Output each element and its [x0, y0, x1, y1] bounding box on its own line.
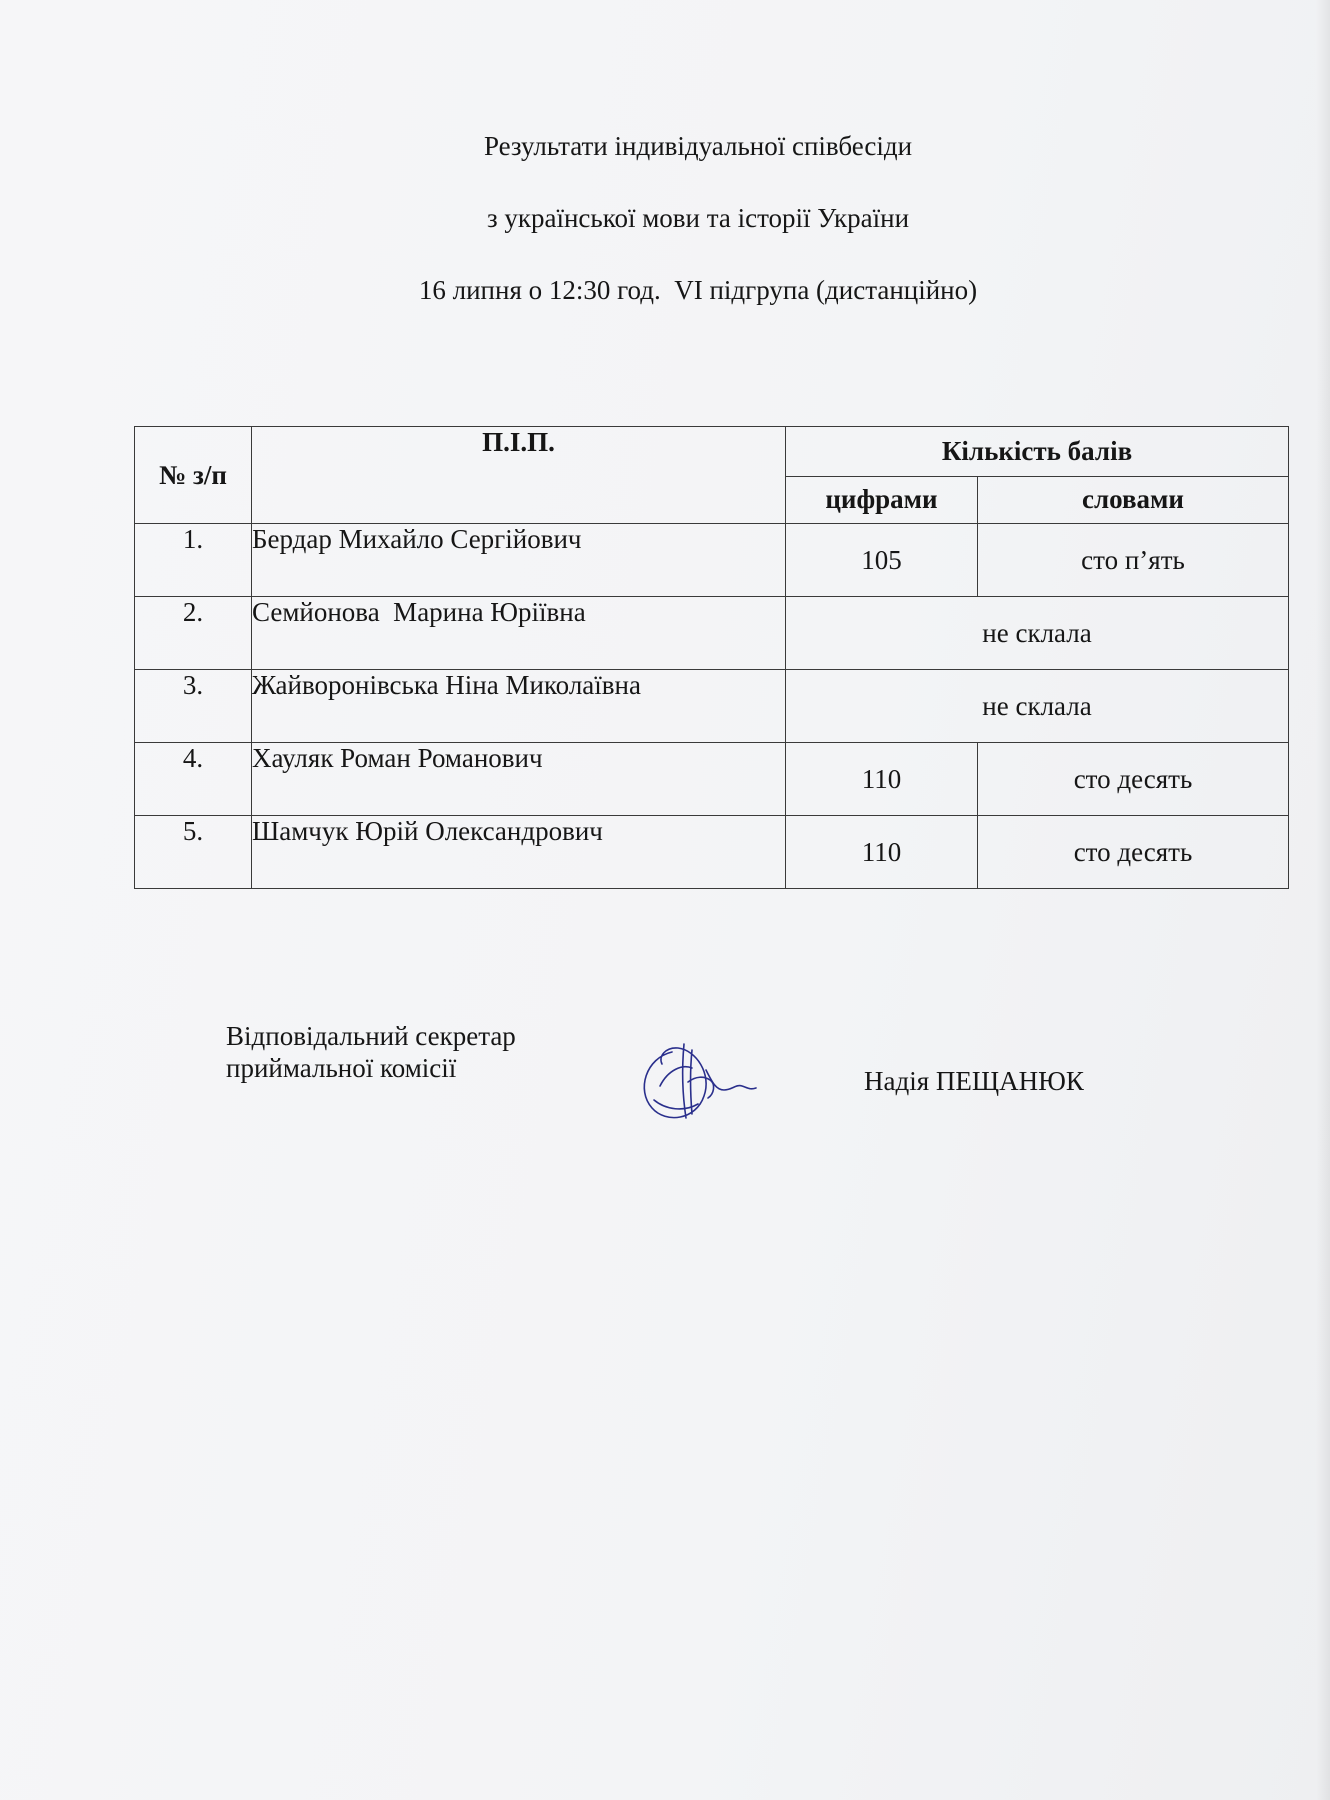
row-number: 4. — [135, 743, 252, 816]
handwritten-signature — [632, 1030, 762, 1130]
table-row — [135, 743, 1289, 816]
row-number: 3. — [135, 670, 252, 743]
row-name: Семйонова Марина Юріївна — [252, 597, 786, 670]
signatory-role-line-2: приймальної комісії — [226, 1053, 457, 1083]
header-words: словами — [978, 476, 1289, 524]
title-line-3: 16 липня о 12:30 год. VI підгрупа (дистанційно) — [418, 275, 978, 305]
results-table — [134, 426, 1289, 889]
row-name: Жайворонівська Ніна Миколаївна — [252, 670, 786, 743]
row-score-digits: 110 — [786, 816, 978, 889]
table-row — [135, 597, 1289, 670]
header-name: П.І.П. — [252, 427, 786, 524]
row-number: 1. — [135, 524, 252, 597]
signatory-role-line-1: Відповідальний секретар — [226, 1021, 516, 1051]
row-score-digits: 105 — [786, 524, 978, 597]
row-result: не склала — [786, 670, 1289, 743]
header-digits: цифрами — [786, 476, 978, 524]
row-score-words: сто десять — [978, 816, 1289, 889]
row-result: не склала — [786, 597, 1289, 670]
header-number: № з/п — [135, 427, 252, 524]
table-row — [135, 816, 1289, 889]
row-score-words: сто п’ять — [978, 524, 1289, 597]
row-score-digits: 110 — [786, 743, 978, 816]
signatory-role — [226, 1020, 516, 1084]
row-number: 2. — [135, 597, 252, 670]
title-line-2: з української мови та історії України — [486, 203, 910, 233]
title-line-1: Результати індивідуальної співбесіди — [483, 131, 913, 161]
row-score-words: сто десять — [978, 743, 1289, 816]
document-title — [0, 128, 1330, 308]
table-row — [135, 524, 1289, 597]
row-number: 5. — [135, 816, 252, 889]
row-name: Хауляк Роман Романович — [252, 743, 786, 816]
header-score: Кількість балів — [786, 427, 1289, 477]
row-name: Шамчук Юрій Олександрович — [252, 816, 786, 889]
table-row — [135, 670, 1289, 743]
table-header-row — [135, 427, 1289, 477]
row-name: Бердар Михайло Сергійович — [252, 524, 786, 597]
signatory-name: Надія ПЕЩАНЮК — [864, 1066, 1084, 1096]
